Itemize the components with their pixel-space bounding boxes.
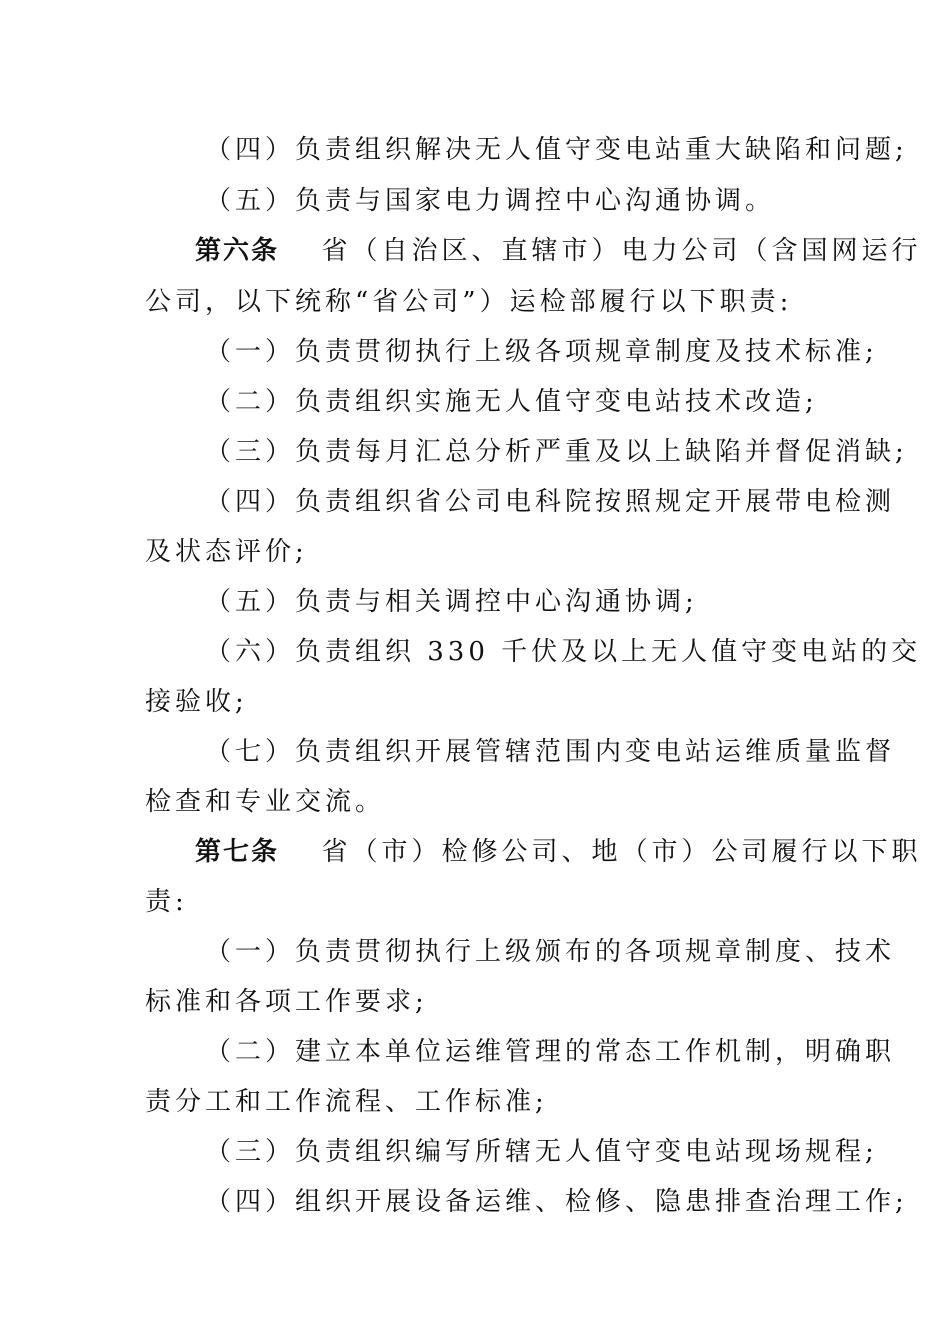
text-line: （三）负责每月汇总分析严重及以上缺陷并督促消缺; [205, 437, 908, 467]
text-line: （五）负责与相关调控中心沟通协调; [205, 587, 698, 617]
text-line: （四）组织开展设备运维、检修、隐患排查治理工作; [205, 1187, 908, 1217]
text-line: （二）负责组织实施无人值守变电站技术改造; [205, 387, 818, 417]
article-7-heading: 第七条 [195, 837, 280, 867]
article-6-text: 省（自治区、直辖市）电力公司（含国网运行 [321, 236, 922, 266]
text-line: 及状态评价; [145, 537, 308, 567]
text-line: 标准和各项工作要求; [145, 987, 428, 1017]
text-line: （五）负责与国家电力调控中心沟通协调。 [205, 186, 776, 216]
text-line: （二）建立本单位运维管理的常态工作机制，明确职 [205, 1037, 896, 1067]
text-line: （三）负责组织编写所辖无人值守变电站现场规程; [205, 1137, 878, 1167]
article-7-text: 省（市）检修公司、地（市）公司履行以下职 [321, 837, 922, 867]
article-7-line [195, 835, 922, 869]
text-line: 接验收; [145, 687, 248, 717]
text-line: （一）负责贯彻执行上级各项规章制度及技术标准; [205, 337, 878, 367]
text-line: （七）负责组织开展管辖范围内变电站运维质量监督 [205, 737, 896, 767]
text-line: （一）负责贯彻执行上级颁布的各项规章制度、技术 [205, 937, 896, 967]
text-line: 检查和专业交流。 [145, 787, 386, 817]
text-line: 责: [145, 887, 188, 917]
text-line: 责分工和工作流程、工作标准; [145, 1087, 548, 1117]
article-6-heading: 第六条 [195, 236, 280, 266]
text-line: （四）负责组织解决无人值守变电站重大缺陷和问题; [205, 135, 908, 165]
text-line: 公司，以下统称“省公司”）运检部履行以下职责: [145, 287, 793, 317]
article-6-line [195, 234, 922, 268]
text-line: （四）负责组织省公司电科院按照规定开展带电检测 [205, 487, 896, 517]
text-line: （六）负责组织 330 千伏及以上无人值守变电站的交 [205, 637, 922, 667]
